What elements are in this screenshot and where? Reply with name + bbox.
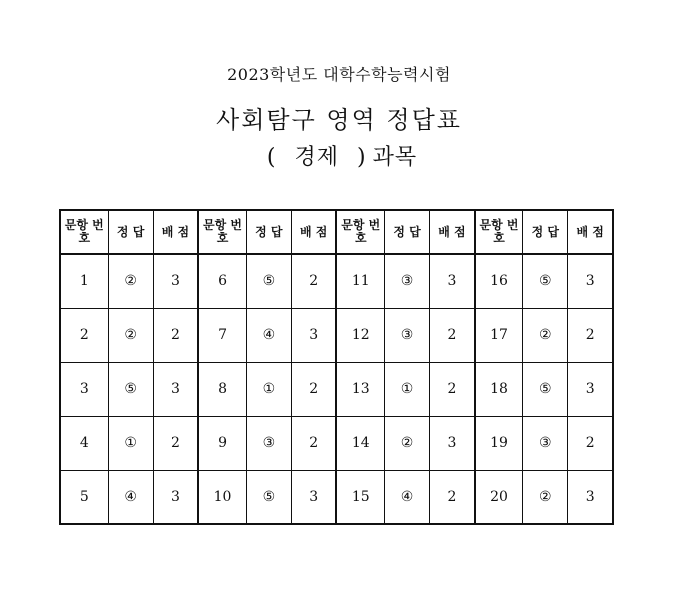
question-number: 19 bbox=[475, 416, 523, 470]
header-question-number: 문항 번호 bbox=[336, 210, 384, 254]
question-number: 18 bbox=[475, 362, 523, 416]
table-row bbox=[60, 470, 613, 524]
answer-key-title: 사회탐구 영역 정답표 bbox=[216, 106, 462, 134]
question-number: 13 bbox=[336, 362, 384, 416]
subject-name: 경제 bbox=[294, 145, 339, 170]
question-number: 8 bbox=[198, 362, 246, 416]
answer-choice: ② bbox=[523, 470, 568, 524]
points-value: 2 bbox=[430, 362, 475, 416]
question-number: 9 bbox=[198, 416, 246, 470]
subject-open-paren: ( bbox=[266, 145, 277, 170]
points-value: 3 bbox=[291, 470, 336, 524]
question-number: 7 bbox=[198, 308, 246, 362]
question-number: 17 bbox=[475, 308, 523, 362]
question-number: 20 bbox=[475, 470, 523, 524]
table-row bbox=[60, 416, 613, 470]
answer-key-table bbox=[59, 209, 614, 525]
subject-line bbox=[0, 140, 678, 171]
answer-choice: ⑤ bbox=[108, 362, 153, 416]
points-value: 3 bbox=[568, 362, 613, 416]
exam-title: 2023학년도 대학수학능력시험 bbox=[227, 65, 451, 84]
answer-choice: ④ bbox=[385, 470, 430, 524]
table-row bbox=[60, 254, 613, 308]
answer-choice: ⑤ bbox=[246, 470, 291, 524]
points-value: 2 bbox=[568, 308, 613, 362]
header-points: 배 점 bbox=[153, 210, 198, 254]
points-value: 2 bbox=[291, 362, 336, 416]
question-number: 11 bbox=[336, 254, 384, 308]
question-number: 5 bbox=[60, 470, 108, 524]
subject-suffix: 과목 bbox=[372, 145, 418, 170]
answer-choice: ① bbox=[108, 416, 153, 470]
question-number: 1 bbox=[60, 254, 108, 308]
question-number: 4 bbox=[60, 416, 108, 470]
answer-choice: ④ bbox=[108, 470, 153, 524]
points-value: 3 bbox=[153, 362, 198, 416]
points-value: 3 bbox=[568, 470, 613, 524]
points-value: 3 bbox=[291, 308, 336, 362]
points-value: 3 bbox=[153, 470, 198, 524]
points-value: 2 bbox=[153, 308, 198, 362]
header-answer: 정 답 bbox=[108, 210, 153, 254]
table-header-row bbox=[60, 210, 613, 254]
answer-choice: ③ bbox=[523, 416, 568, 470]
question-number: 3 bbox=[60, 362, 108, 416]
points-value: 3 bbox=[568, 254, 613, 308]
answer-choice: ⑤ bbox=[523, 362, 568, 416]
header-answer: 정 답 bbox=[523, 210, 568, 254]
header-answer: 정 답 bbox=[385, 210, 430, 254]
points-value: 2 bbox=[430, 308, 475, 362]
points-value: 2 bbox=[430, 470, 475, 524]
header-question-number: 문항 번호 bbox=[475, 210, 523, 254]
question-number: 16 bbox=[475, 254, 523, 308]
header-answer: 정 답 bbox=[246, 210, 291, 254]
table-row bbox=[60, 308, 613, 362]
header-points: 배 점 bbox=[430, 210, 475, 254]
header-question-number: 문항 번호 bbox=[198, 210, 246, 254]
answer-choice: ② bbox=[108, 254, 153, 308]
question-number: 14 bbox=[336, 416, 384, 470]
answer-choice: ④ bbox=[246, 308, 291, 362]
question-number: 15 bbox=[336, 470, 384, 524]
answer-choice: ③ bbox=[385, 308, 430, 362]
points-value: 2 bbox=[568, 416, 613, 470]
question-number: 10 bbox=[198, 470, 246, 524]
question-number: 2 bbox=[60, 308, 108, 362]
answer-choice: ③ bbox=[246, 416, 291, 470]
header-question-number: 문항 번호 bbox=[60, 210, 108, 254]
answer-choice: ① bbox=[385, 362, 430, 416]
answer-choice: ② bbox=[523, 308, 568, 362]
points-value: 2 bbox=[291, 254, 336, 308]
subject-close-paren: ) bbox=[357, 145, 367, 170]
answer-choice: ⑤ bbox=[246, 254, 291, 308]
question-number: 12 bbox=[336, 308, 384, 362]
table-body bbox=[60, 254, 613, 524]
points-value: 2 bbox=[291, 416, 336, 470]
answer-choice: ① bbox=[246, 362, 291, 416]
header-points: 배 점 bbox=[291, 210, 336, 254]
answer-choice: ② bbox=[385, 416, 430, 470]
answer-choice: ③ bbox=[385, 254, 430, 308]
points-value: 3 bbox=[153, 254, 198, 308]
answer-choice: ② bbox=[108, 308, 153, 362]
header-points: 배 점 bbox=[568, 210, 613, 254]
points-value: 3 bbox=[430, 254, 475, 308]
table-row bbox=[60, 362, 613, 416]
answer-choice: ⑤ bbox=[523, 254, 568, 308]
points-value: 2 bbox=[153, 416, 198, 470]
points-value: 3 bbox=[430, 416, 475, 470]
question-number: 6 bbox=[198, 254, 246, 308]
